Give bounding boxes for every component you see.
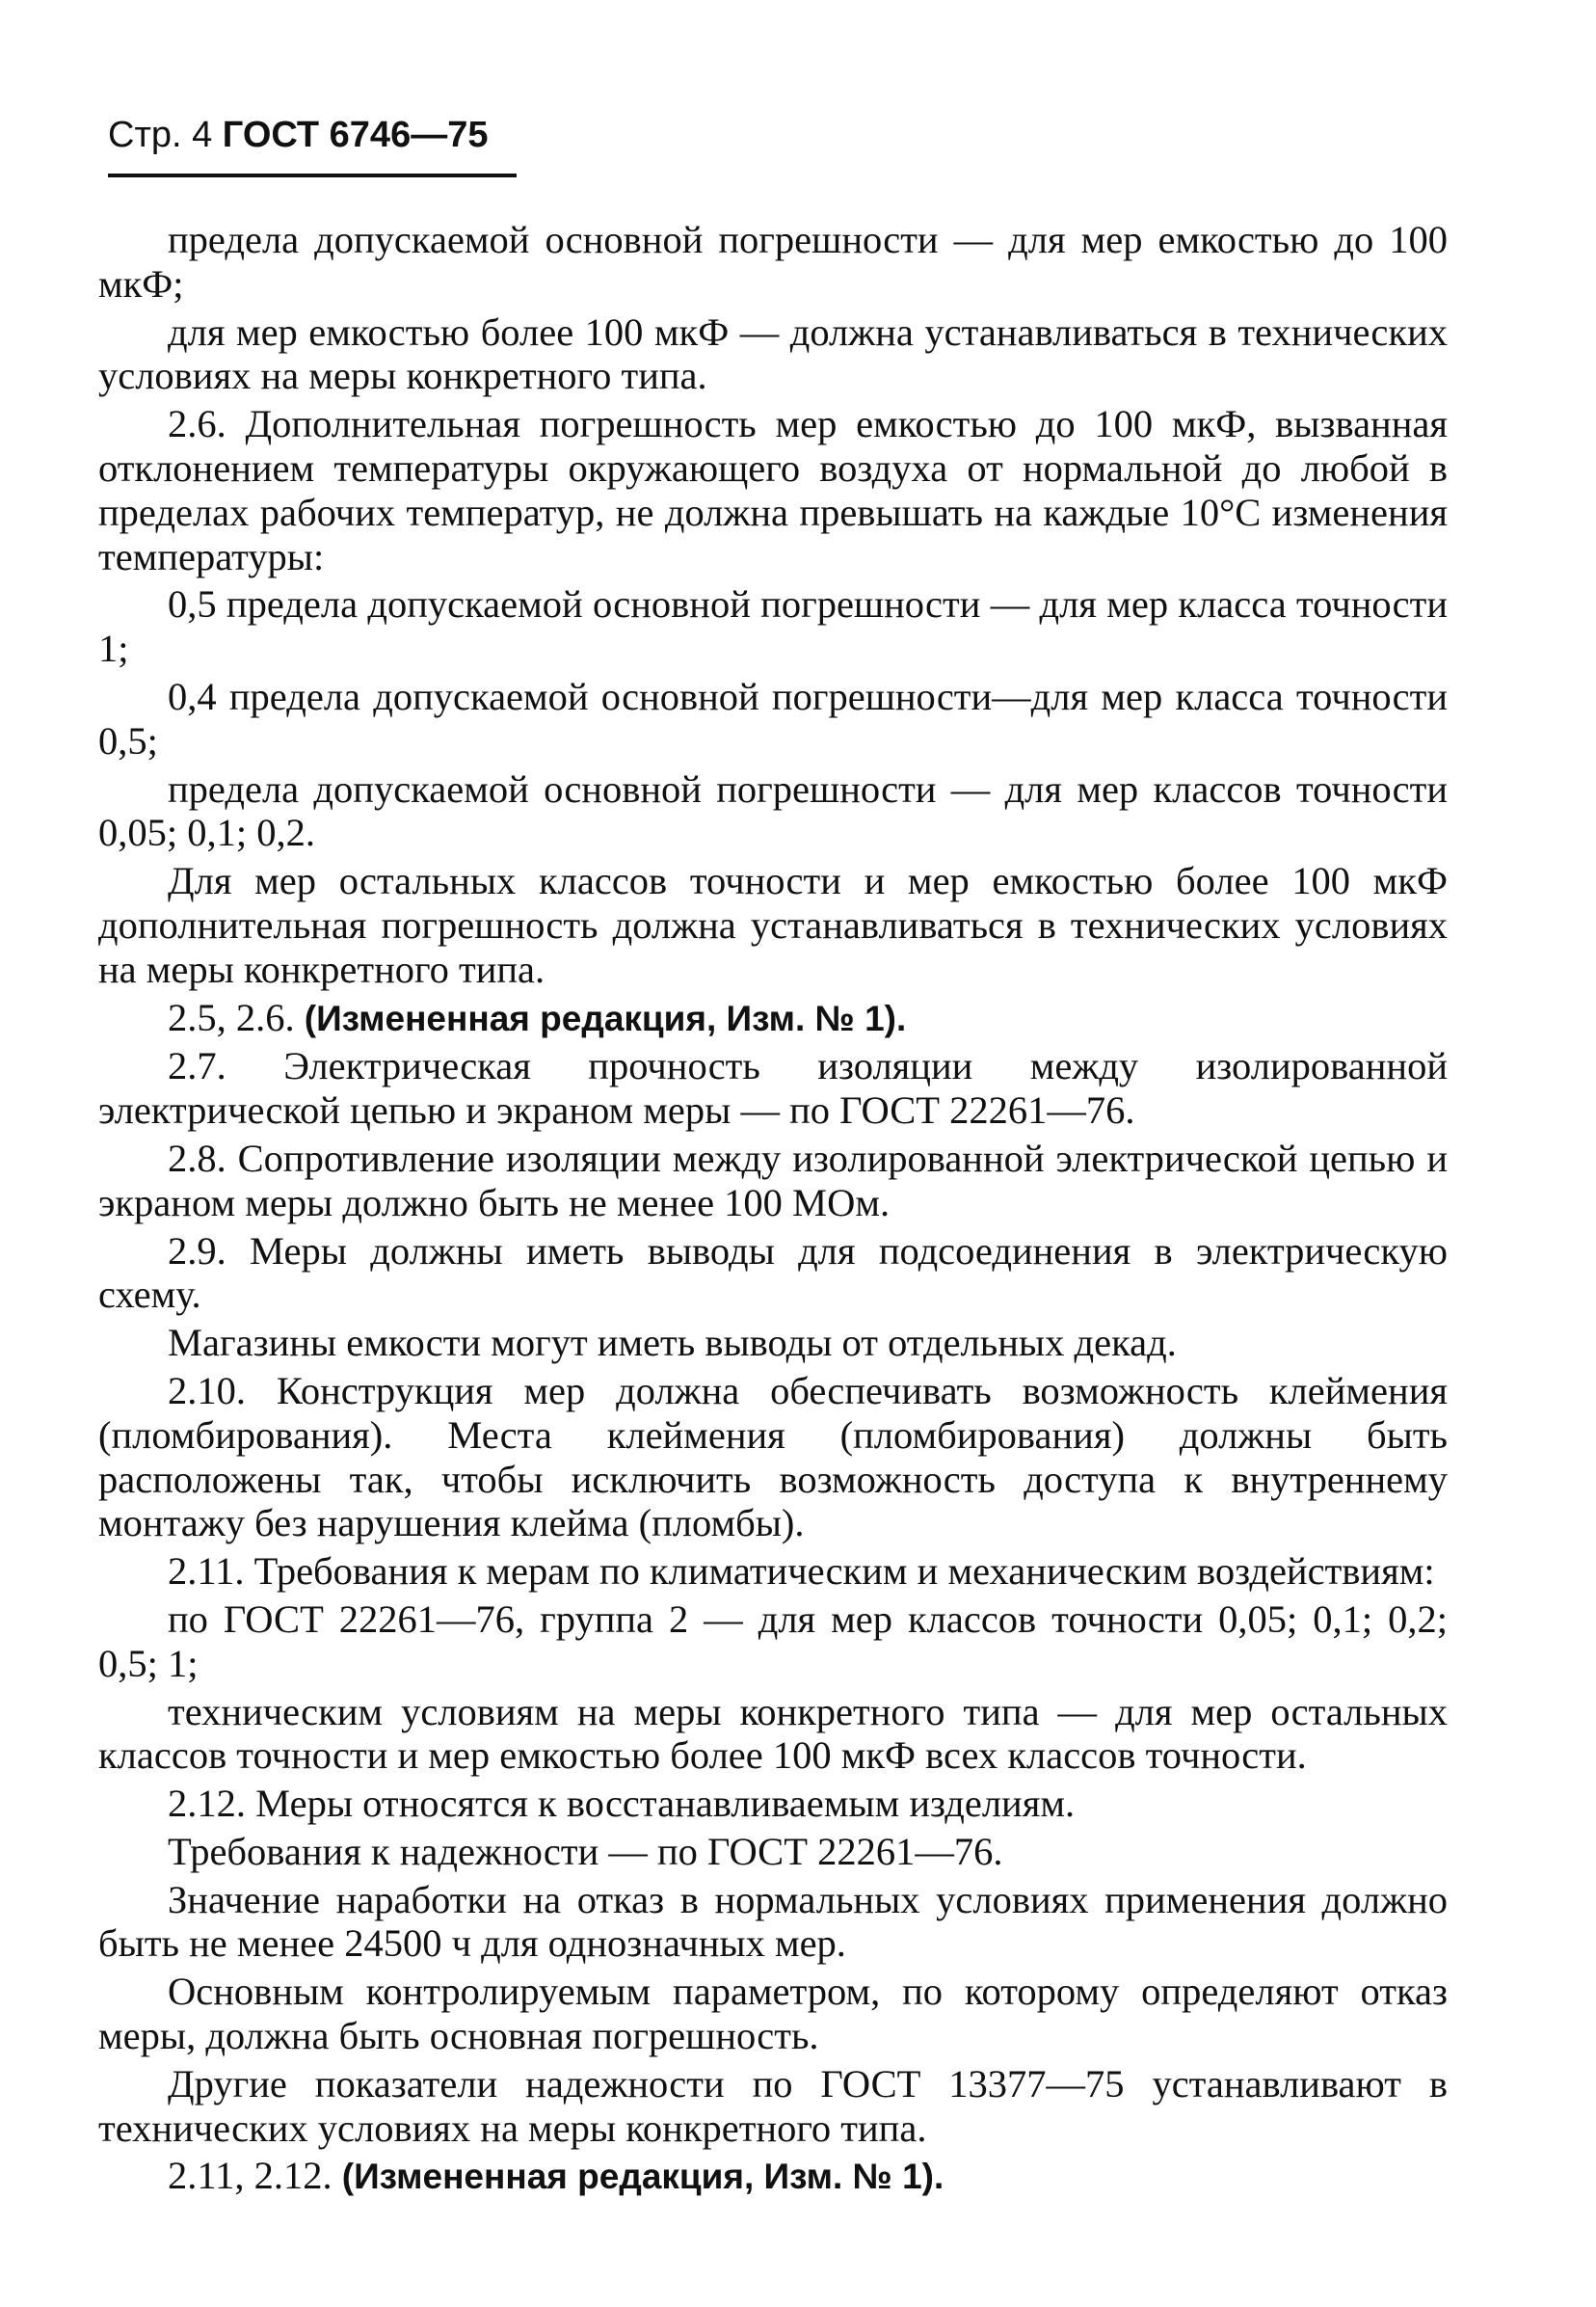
paragraph [98,1044,1448,1133]
document-code: ГОСТ 6746—75 [222,115,489,155]
paragraph [98,1137,1448,1225]
paragraph-text: 2.10. Конструкция мер должна обеспечивать возможность клеймения (пломбирования). Места клеймения (пломбирования) должны быть расположены так, чтобы исключить возможность доступа к внутреннему монтажу без нарушения клейма (пломбы). [98,1368,1448,1545]
paragraph-text: 2.7. Электрическая прочность изоляции между изолированной электрической цепью и экраном меры — по ГОСТ 22261—76. [98,1044,1448,1133]
paragraph [98,1321,1448,1365]
paragraph-text: 2.6. Дополнительная погрешность мер емкостью до 100 мкФ, вызванная отклонением температуры окружающего воздуха от нормальной до любой в пределах рабочих температур, не должна превышать на каждые 10°С изменения температуры: [98,402,1448,578]
paragraph [98,402,1448,578]
paragraph-text: Другие показатели надежности по ГОСТ 13377—75 устанавливают в технических условиях на меры конкретного типа. [98,2061,1448,2150]
paragraph-text: Требования к надежности — по ГОСТ 22261—76. [168,1829,1003,1873]
paragraph [98,1690,1448,1779]
paragraph [98,767,1448,856]
paragraph-text: для мер емкостью более 100 мкФ — должна устанавливаться в технических условиях на меры конкретного типа. [98,309,1448,398]
paragraph [98,1970,1448,2058]
paragraph-text: Основным контролируемым параметром, по которому определяют отказ меры, должна быть основная погрешность. [98,1970,1448,2058]
paragraph-text: Значение наработки на отказ в нормальных условиях применения должно быть не менее 24500 ч для однозначных мер. [98,1877,1448,1966]
paragraph [98,996,1448,1041]
page-label: Стр. 4 [108,115,213,155]
paragraph-text: Для мер остальных классов точности и мер емкостью более 100 мкФ дополнительная погрешность должна устанавливаться в технических условиях на меры конкретного типа. [98,859,1448,991]
paragraph-text: 2.11. Требования к мерам по климатическим и механическим воздействиям: [168,1549,1435,1594]
paragraph-text: 2.12. Меры относятся к восстанавливаемым изделиям. [168,1782,1076,1826]
paragraph-text: Магазины емкости могут иметь выводы от отдельных декад. [168,1321,1177,1365]
header-rule [108,174,517,177]
paragraph-text: 0,5 предела допускаемой основной погрешности — для мер класса точности 1; [98,582,1448,671]
paragraph-text: предела допускаемой основной погрешности — для мер емкостью до 100 мкФ; [98,218,1448,306]
paragraph [98,1369,1448,1545]
paragraph-text: 2.11, 2.12. [168,2154,342,2198]
paragraph [98,1830,1448,1874]
paragraph [98,1549,1448,1594]
paragraph [98,582,1448,671]
amendment-note: (Измененная редакция, Изм. № 1). [304,998,907,1038]
paragraph-text: по ГОСТ 22261—76, группа 2 — для мер классов точности 0,05; 0,1; 0,2; 0,5; 1; [98,1596,1448,1685]
paragraph [98,859,1448,991]
paragraph-text: техническим условиям на меры конкретного типа — для мер остальных классов точности и мер емкостью более 100 мкФ всех классов точности. [98,1689,1448,1778]
paragraph [98,2154,1448,2199]
paragraph [98,310,1448,399]
paragraph [98,1782,1448,1826]
paragraph [98,1597,1448,1686]
document-body [98,218,1448,2203]
paragraph-text: 2.5, 2.6. [168,995,305,1039]
paragraph [98,218,1448,307]
paragraph-text: 0,4 предела допускаемой основной погрешности—для мер класса точности 0,5; [98,674,1448,763]
paragraph-text: 2.9. Меры должны иметь выводы для подсоединения в электрическую схему. [98,1228,1448,1317]
paragraph [98,1229,1448,1318]
paragraph [98,2062,1448,2151]
page-header [108,114,488,156]
paragraph [98,1878,1448,1967]
amendment-note: (Измененная редакция, Изм. № 1). [341,2157,944,2197]
paragraph-text: 2.8. Сопротивление изоляции между изолированной электрической цепью и экраном меры должно быть не менее 100 МОм. [98,1136,1448,1224]
paragraph [98,675,1448,764]
paragraph-text: предела допускаемой основной погрешности — для мер классов точности 0,05; 0,1; 0,2. [98,766,1448,855]
